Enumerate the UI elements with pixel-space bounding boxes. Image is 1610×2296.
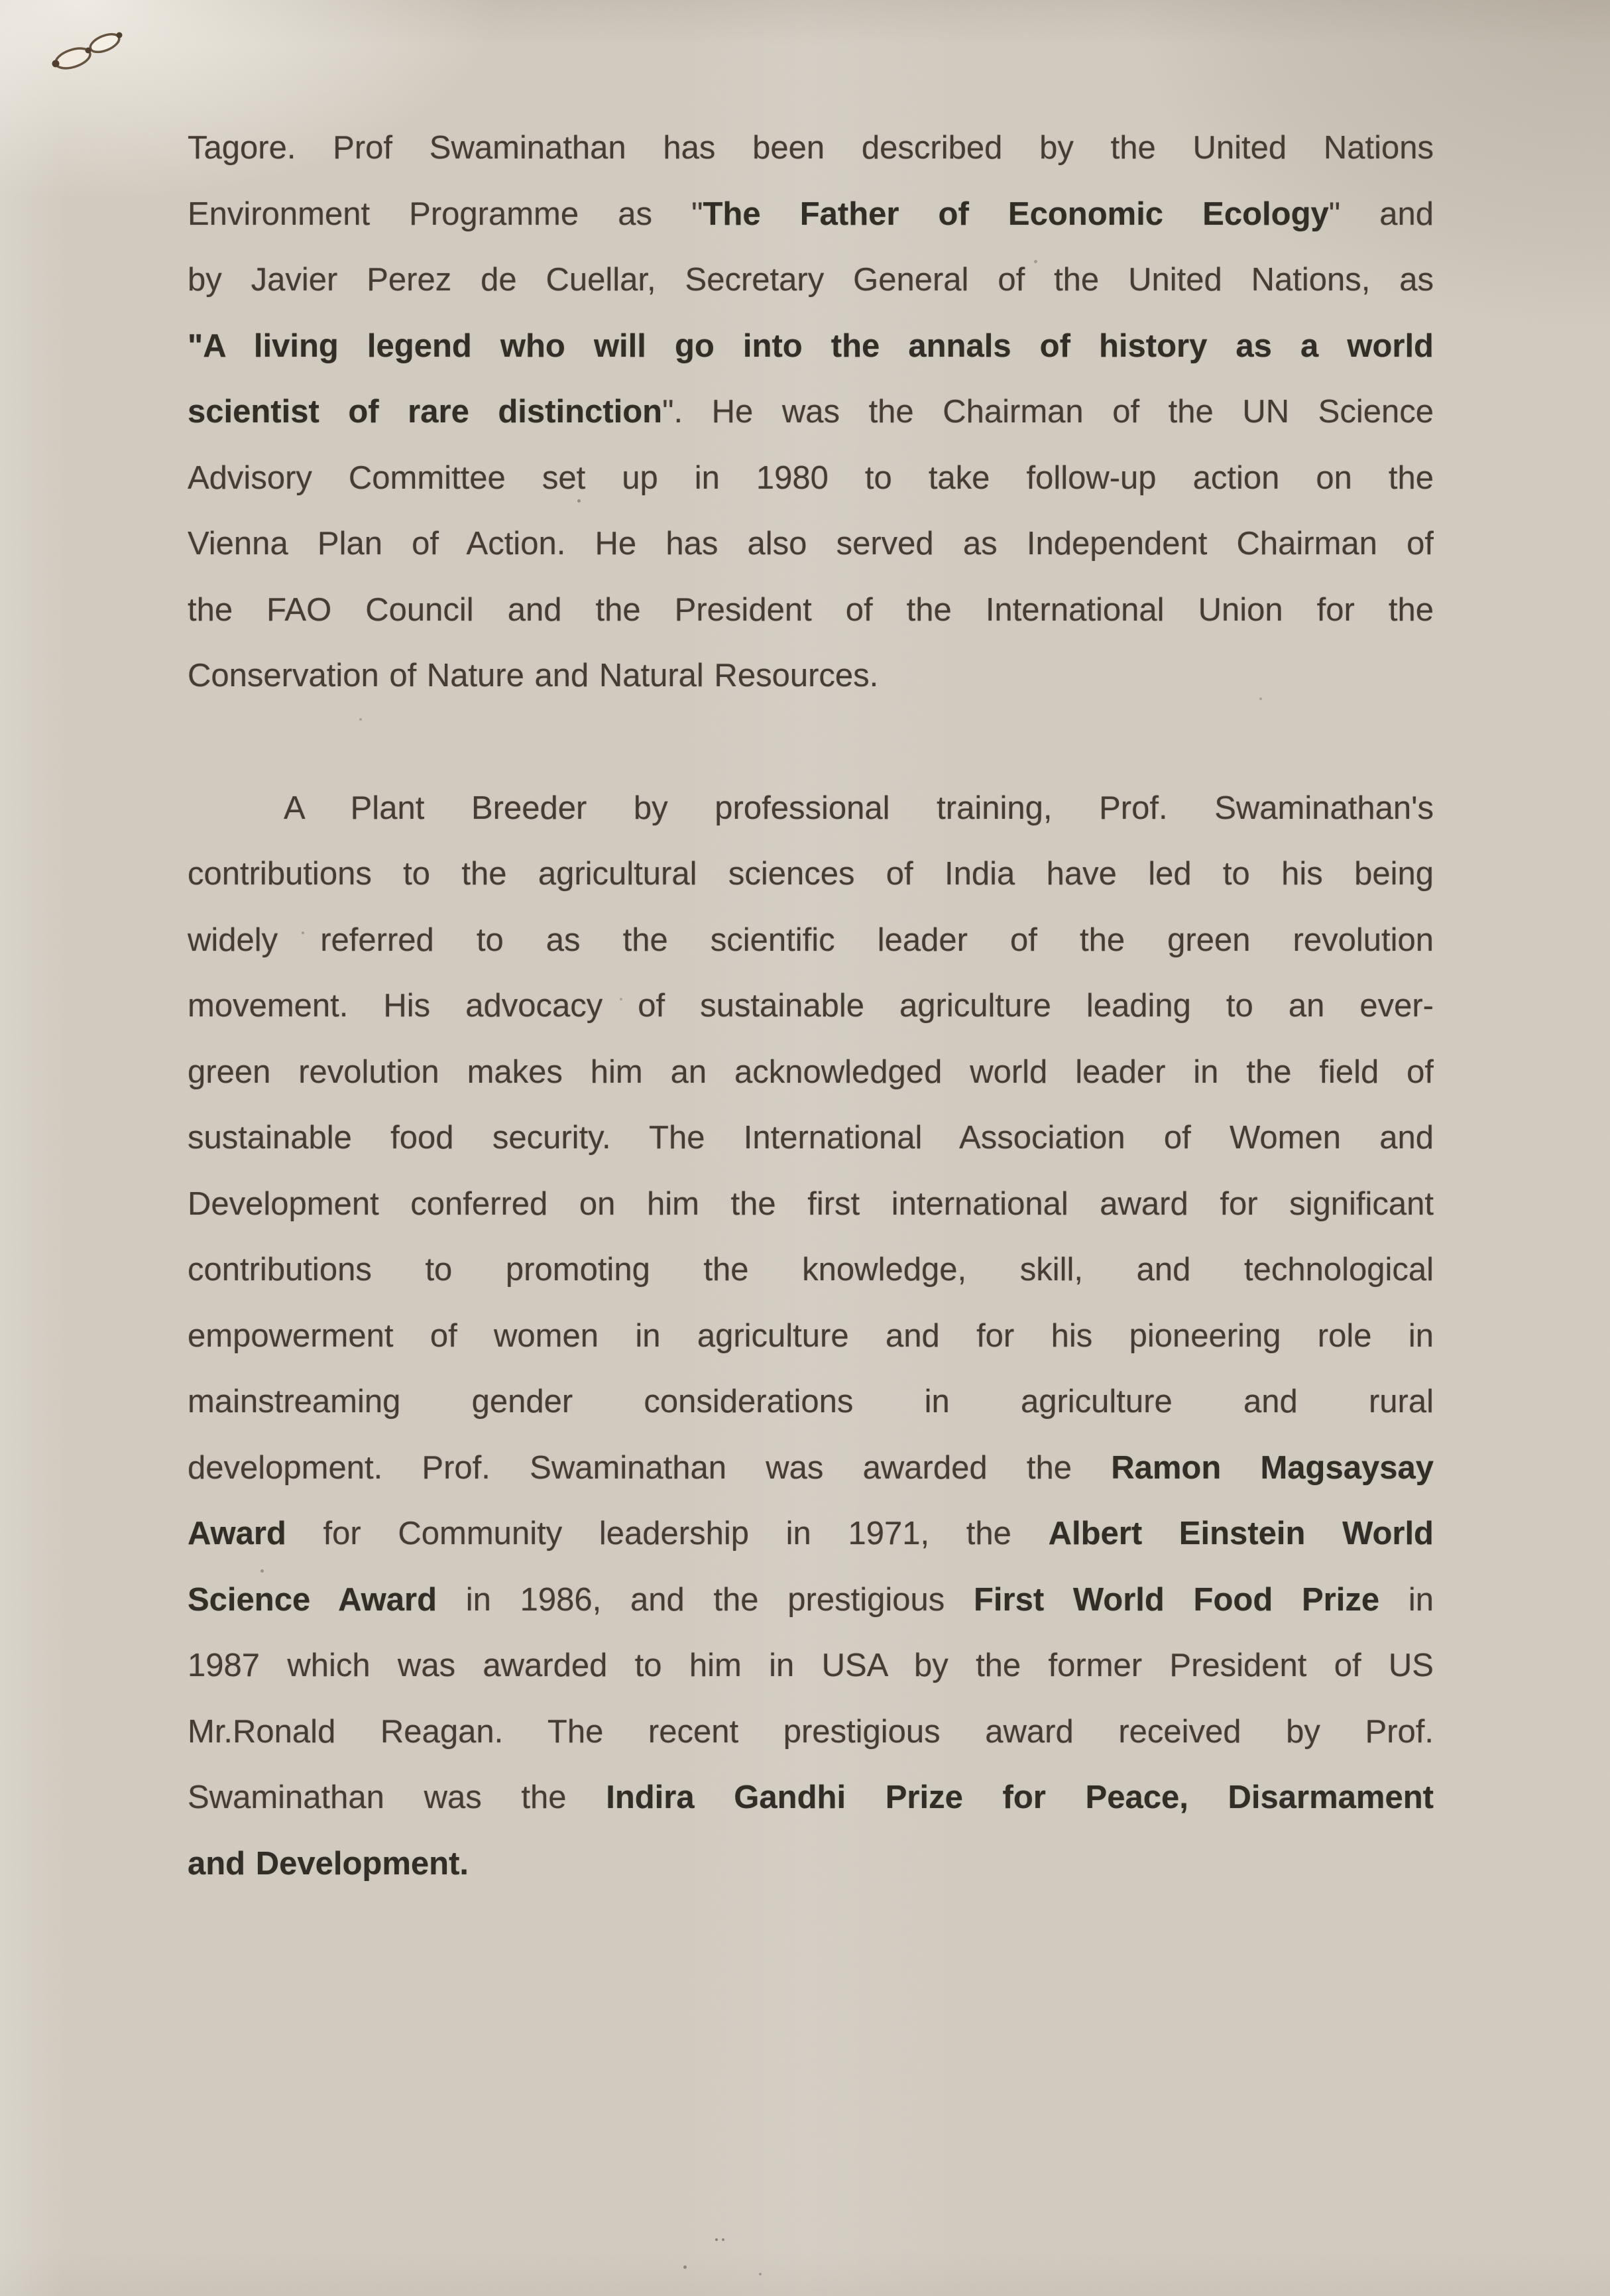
text-line <box>188 1172 1434 1238</box>
bold-text-segment: "A living legend who will go into the annals of history as a world <box>188 328 1434 364</box>
text-line <box>188 115 1434 182</box>
text-segment: " and <box>1328 196 1434 232</box>
text-segment: by Javier Perez de Cuellar, Secretary General of the United Nations, as <box>188 262 1434 298</box>
text-segment: development. Prof. Swaminathan was awarded the <box>188 1449 1112 1486</box>
text-line <box>188 776 1434 842</box>
text-line <box>188 1040 1434 1106</box>
text-line <box>188 1369 1434 1435</box>
paragraph <box>188 776 1434 1898</box>
bold-text-segment: Indira Gandhi Prize for Peace, Disarmament <box>606 1780 1434 1815</box>
text-line <box>188 577 1434 644</box>
dust-speck <box>715 2238 718 2241</box>
text-line <box>188 1633 1434 1699</box>
text-line <box>188 1501 1434 1567</box>
text-line <box>188 1105 1434 1172</box>
text-segment: the FAO Council and the President of the International Union for the <box>188 591 1434 628</box>
text-segment: Advisory Committee set up in 1980 to take follow-up action on the <box>188 459 1434 496</box>
text-line <box>188 1303 1434 1370</box>
bold-text-segment: Science Award <box>188 1581 437 1618</box>
bold-text-segment: Albert Einstein World <box>1048 1516 1434 1551</box>
text-block <box>188 115 1434 1897</box>
text-segment: in <box>1379 1581 1434 1618</box>
text-line <box>188 1567 1434 1634</box>
text-segment: contributions to promoting the knowledge, skill, and technological <box>188 1252 1434 1288</box>
text-segment: mainstreaming gender considerations in agriculture and rural <box>188 1384 1434 1420</box>
dust-speck <box>683 2266 687 2269</box>
text-segment: ". He was the Chairman of the UN Science <box>662 394 1434 430</box>
text-segment: movement. His advocacy of sustainable agriculture leading to an ever- <box>188 988 1434 1024</box>
text-segment: widely referred to as the scientific leader of the green revolution <box>188 922 1434 958</box>
bold-text-segment: and Development <box>188 1845 460 1882</box>
text-segment: Development conferred on him the first international award for significant <box>188 1185 1434 1222</box>
text-line <box>188 247 1434 314</box>
bold-text-segment: scientist of rare distinction <box>188 394 663 430</box>
bold-text-segment: . <box>459 1845 469 1882</box>
text-line <box>188 1831 1434 1898</box>
text-line <box>188 1765 1434 1831</box>
dust-speck <box>759 2273 762 2275</box>
bold-text-segment: The Father of Economic Ecology <box>703 196 1329 232</box>
text-segment: Vienna Plan of Action. He has also served as Independent Chairman of <box>188 526 1434 562</box>
text-segment: A Plant Breeder by professional training, Prof. Swaminathan's <box>284 790 1434 826</box>
text-line <box>188 973 1434 1040</box>
text-segment: Tagore. Prof Swaminathan has been described by the United Nations <box>188 130 1434 166</box>
bold-text-segment: Award <box>188 1516 286 1551</box>
text-segment: 1987 which was awarded to him in USA by the former President of US <box>188 1648 1434 1683</box>
dust-speck <box>722 2238 724 2241</box>
text-segment: green revolution makes him an acknowledged world leader in the field of <box>188 1054 1434 1090</box>
text-line <box>188 511 1434 577</box>
text-line <box>188 841 1434 908</box>
text-line <box>188 182 1434 248</box>
text-line <box>188 314 1434 380</box>
text-segment: Environment Programme as " <box>188 196 703 232</box>
text-line <box>188 1699 1434 1766</box>
bold-text-segment: Ramon Magsaysay <box>1111 1449 1434 1486</box>
text-segment: sustainable food security. The International Association of Women and <box>188 1120 1434 1156</box>
text-line <box>188 1237 1434 1303</box>
text-segment: Swaminathan was the <box>188 1780 606 1815</box>
paragraph <box>188 115 1434 709</box>
staple-artifact-icon <box>50 25 135 76</box>
text-segment: empowerment of women in agriculture and for his pioneering role in <box>188 1317 1434 1354</box>
text-segment: in 1986, and the prestigious <box>437 1581 974 1618</box>
text-segment: Conservation of Nature and Natural Resources. <box>188 658 879 694</box>
text-segment: Mr.Ronald Reagan. The recent prestigious award received by Prof. <box>188 1713 1434 1750</box>
text-line <box>188 1435 1434 1502</box>
bold-text-segment: First World Food Prize <box>973 1581 1380 1618</box>
text-line <box>188 908 1434 974</box>
text-line <box>188 643 1434 709</box>
text-line <box>188 446 1434 512</box>
text-segment: contributions to the agricultural sciences of India have led to his being <box>188 856 1434 892</box>
text-line <box>188 379 1434 446</box>
text-segment: for Community leadership in 1971, the <box>286 1516 1049 1551</box>
